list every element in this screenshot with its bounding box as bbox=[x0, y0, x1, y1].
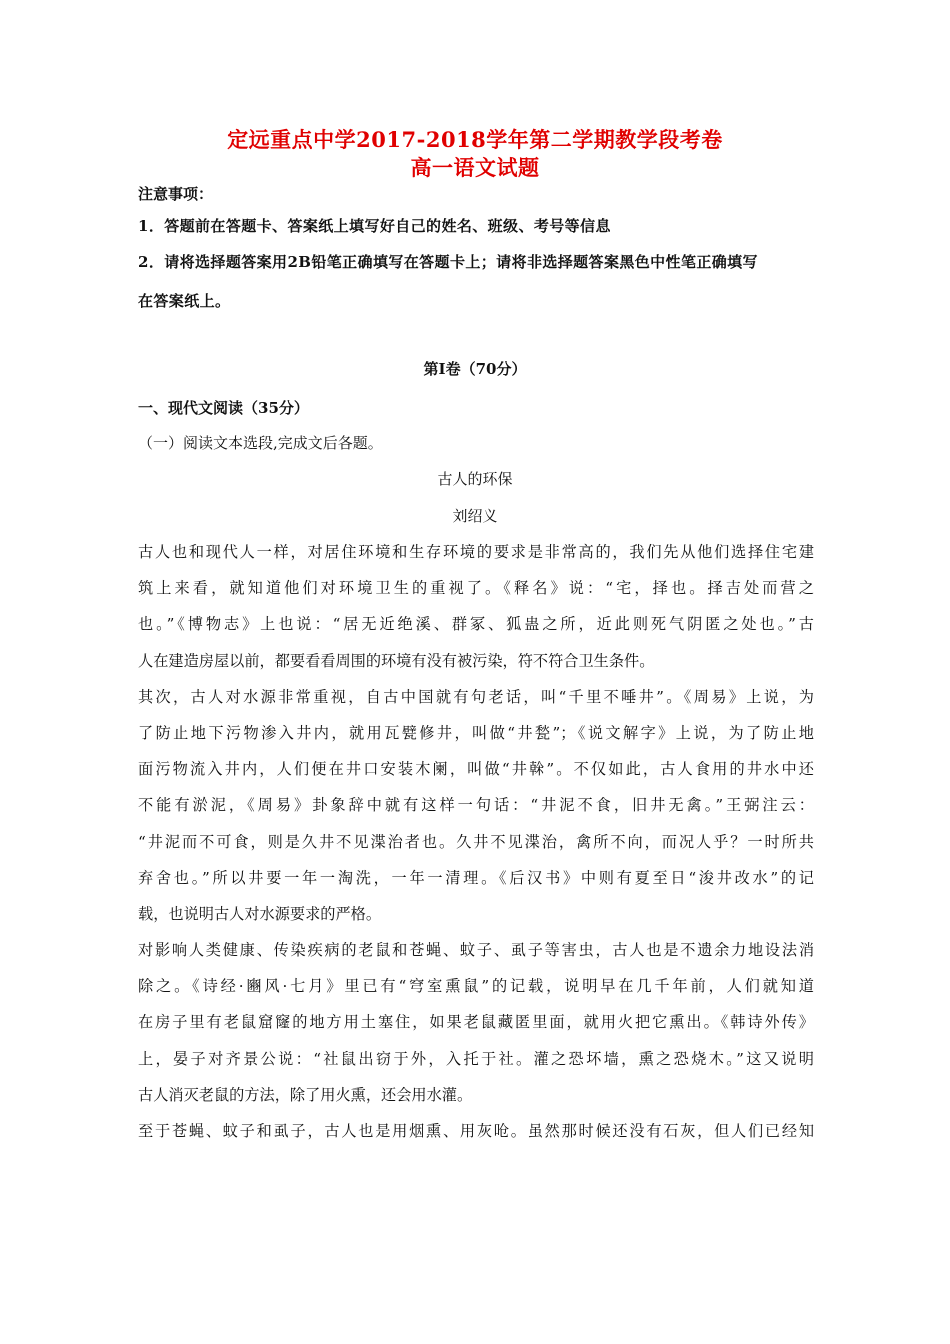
essay-line: 弃舍也。”所以井要一年一淘洗，一年一清理。《后汉书》中则有夏至日“浚井改水”的记 bbox=[138, 868, 814, 887]
note-item-2-line-1: 2．请将选择题答案用2B铅笔正确填写在答题卡上；请将非选择题答案黑色中性笔正确填写 bbox=[138, 253, 758, 271]
essay-line: 古人消灭老鼠的方法，除了用火熏，还会用水灌。 bbox=[138, 1085, 473, 1104]
essay-line: 筑上来看，就知道他们对环境卫生的重视了。《释名》说：“宅，择也。择吉处而营之 bbox=[138, 579, 814, 598]
essay-author: 刘绍义 bbox=[452, 507, 498, 525]
essay-line: 了防止地下污物渗入井内，就用瓦甓修井，叫做“井甃”；《说文解字》上说，为了防止地 bbox=[138, 723, 814, 742]
essay-line: “井泥而不可食，则是久井不见渫治者也。久井不见渫治，禽所不向，而况人乎？一时所共 bbox=[138, 832, 814, 851]
section-subheading: （一）阅读文本选段,完成文后各题。 bbox=[138, 434, 383, 452]
essay-line: 在房子里有老鼠窟窿的地方用土塞住，如果老鼠藏匿里面，就用火把它熏出。《韩诗外传》 bbox=[138, 1013, 814, 1032]
essay-line: 除之。《诗经·豳风·七月》里已有“穹室熏鼠”的记载，说明早在几千年前，人们就知道 bbox=[138, 977, 814, 996]
essay-line: 不能有淤泥，《周易》卦象辞中就有这样一句话：“井泥不食，旧井无禽。”王弼注云： bbox=[138, 796, 814, 815]
section-heading: 一、现代文阅读（35分） bbox=[138, 399, 309, 417]
exam-title: 定远重点中学2017-2018学年第二学期教学段考卷 bbox=[227, 127, 723, 152]
essay-line: 人在建造房屋以前，都要看看周围的环境有没有被污染，符不符合卫生条件。 bbox=[138, 651, 655, 670]
essay-title: 古人的环保 bbox=[437, 470, 513, 488]
exam-subtitle: 高一语文试题 bbox=[410, 155, 540, 180]
essay-line: 对影响人类健康、传染疾病的老鼠和苍蝇、蚊子、虱子等害虫，古人也是不遗余力地设法消 bbox=[138, 941, 814, 960]
essay-line: 载，也说明古人对水源要求的严格。 bbox=[138, 904, 381, 923]
note-item-2-line-2: 在答案纸上。 bbox=[138, 292, 231, 310]
essay-body bbox=[138, 540, 814, 1155]
part-title: 第I卷（70分） bbox=[423, 360, 527, 378]
essay-line: 至于苍蝇、蚊子和虱子，古人也是用烟熏、用灰呛。虽然那时候还没有石灰，但人们已经知 bbox=[138, 1122, 814, 1140]
essay-line: 也。”《博物志》上也说：“居无近绝溪、群冢、狐蛊之所，近此则死气阴匿之处也。”古 bbox=[138, 615, 814, 634]
essay-line: 面污物流入井内，人们便在井口安装木阑，叫做“井榦”。不仅如此，古人食用的井水中还 bbox=[138, 760, 814, 779]
essay-line: 其次，古人对水源非常重视，自古中国就有句老话，叫“千里不唾井”。《周易》上说，为 bbox=[138, 687, 814, 706]
essay-line: 古人也和现代人一样，对居住环境和生存环境的要求是非常高的，我们先从他们选择住宅建 bbox=[138, 543, 814, 561]
note-item-1: 1．答题前在答题卡、答案纸上填写好自己的姓名、班级、考号等信息 bbox=[138, 217, 611, 235]
essay-line: 上，晏子对齐景公说：“社鼠出窃于外，入托于社。灌之恐坏墙，熏之恐烧木。”这又说明 bbox=[138, 1049, 814, 1068]
notes-heading: 注意事项： bbox=[138, 185, 214, 203]
